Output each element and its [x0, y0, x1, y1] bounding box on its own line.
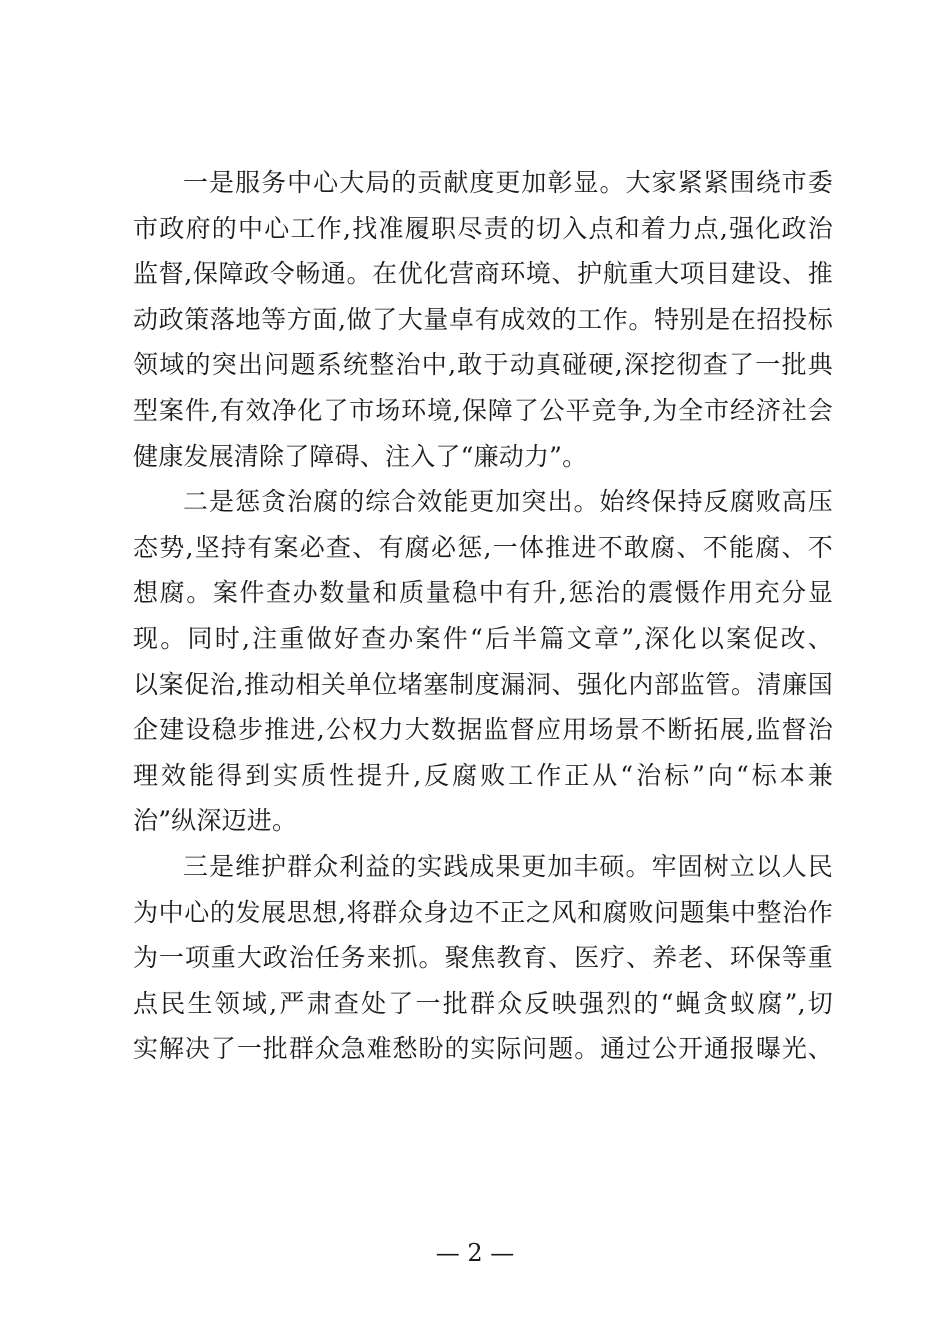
- text-line: 二是惩贪治腐的综合效能更加突出。始终保持反腐败高压: [183, 487, 833, 517]
- text-line: 领域的突出问题系统整治中,敢于动真碰硬,深挖彻查了一批典: [133, 350, 833, 380]
- text-line: 以案促治,推动相关单位堵塞制度漏洞、强化内部监管。清廉国: [133, 669, 833, 699]
- text-line: 企建设稳步推进,公权力大数据监督应用场景不断拓展,监督治: [133, 715, 833, 745]
- paragraph: [133, 479, 833, 844]
- page-number: — 2 —: [435, 1239, 515, 1267]
- text-line: 为中心的发展思想,将群众身边不正之风和腐败问题集中整治作: [133, 897, 833, 927]
- text-line: 实解决了一批群众急难愁盼的实际问题。通过公开通报曝光、: [133, 1034, 833, 1064]
- text-line: 市政府的中心工作,找准履职尽责的切入点和着力点,强化政治: [133, 213, 833, 243]
- paragraph: [133, 844, 833, 1072]
- text-line: 动政策落地等方面,做了大量卓有成效的工作。特别是在招投标: [133, 304, 833, 334]
- text-line: 想腐。案件查办数量和质量稳中有升,惩治的震慑作用充分显: [133, 578, 833, 608]
- document-body: [133, 160, 833, 1072]
- text-line: 态势,坚持有案必查、有腐必惩,一体推进不敢腐、不能腐、不: [133, 532, 833, 562]
- text-line: 点民生领域,严肃查处了一批群众反映强烈的“蝇贪蚁腐”,切: [133, 988, 833, 1018]
- text-line: 监督,保障政令畅通。在优化营商环境、护航重大项目建设、推: [133, 259, 833, 289]
- text-line: 一是服务中心大局的贡献度更加彰显。大家紧紧围绕市委: [183, 168, 833, 197]
- paragraph: [133, 160, 833, 479]
- text-line: 为一项重大政治任务来抓。聚焦教育、医疗、养老、环保等重: [133, 943, 833, 973]
- text-line: 三是维护群众利益的实践成果更加丰硕。牢固树立以人民: [183, 851, 833, 881]
- text-line: 健康发展清除了障碍、注入了“廉动力”。: [133, 441, 588, 471]
- text-line: 型案件,有效净化了市场环境,保障了公平竞争,为全市经济社会: [133, 395, 833, 425]
- text-line: 理效能得到实质性提升,反腐败工作正从“治标”向“标本兼: [133, 760, 833, 790]
- text-line: 治”纵深迈进。: [133, 806, 298, 836]
- text-line: 现。同时,注重做好查办案件“后半篇文章”,深化以案促改、: [133, 623, 833, 653]
